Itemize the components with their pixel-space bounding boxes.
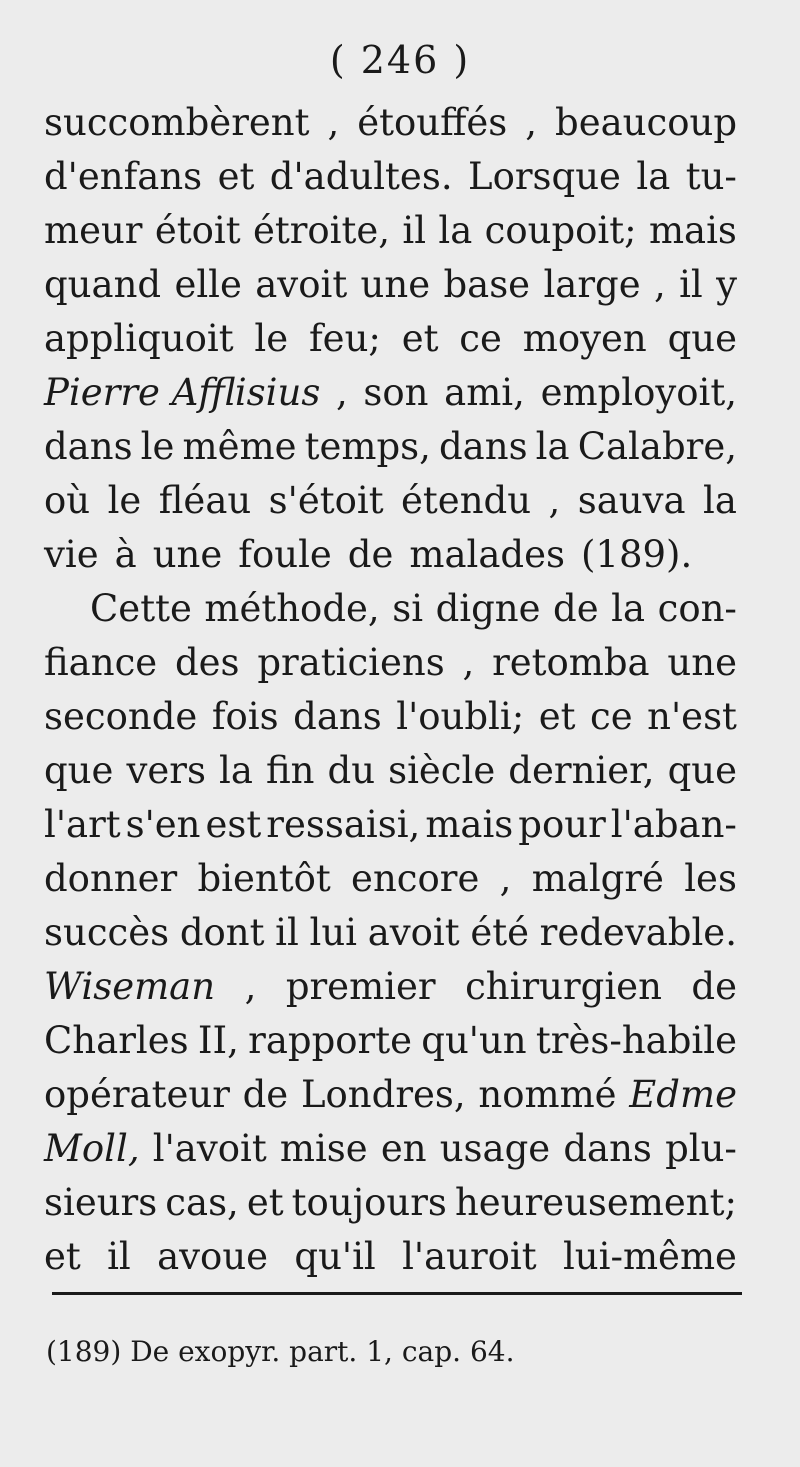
word: même (182, 425, 297, 468)
word: ce (590, 695, 633, 738)
word: que (667, 317, 737, 360)
word: du (327, 749, 376, 792)
word: avoue (157, 1235, 269, 1278)
word: encore (351, 857, 480, 900)
footnote-rule (52, 1292, 742, 1295)
text-line-14 (44, 798, 737, 852)
word: , (525, 101, 538, 144)
word: avoit (367, 911, 460, 954)
word: heureusement; (454, 1181, 737, 1224)
word: dans (44, 425, 133, 468)
word: la (636, 155, 671, 198)
word: si (392, 587, 424, 630)
word: l'art (44, 803, 121, 846)
word: en (380, 1127, 427, 1170)
word: temps, (304, 425, 431, 468)
word: l'oubli; (396, 695, 525, 738)
word: II, (197, 1019, 239, 1062)
word: , (653, 263, 666, 306)
text-line-18 (44, 1014, 737, 1068)
word: Charles (44, 1019, 189, 1062)
word: il (402, 209, 427, 252)
text-line-5 (44, 312, 737, 366)
word: fois (211, 695, 279, 738)
word: et (538, 695, 576, 738)
word: la (703, 479, 737, 522)
word: très-habile (535, 1019, 737, 1062)
word: et (401, 317, 439, 360)
word: dernier, (508, 749, 655, 792)
word: opérateur (44, 1073, 230, 1116)
word: feu; (308, 317, 381, 360)
word: sauva (577, 479, 686, 522)
word: con- (657, 587, 737, 630)
word: foule (238, 533, 332, 576)
word: elle (174, 263, 242, 306)
word: la (438, 209, 473, 252)
word: la (535, 425, 570, 468)
word: tu- (685, 155, 737, 198)
person-name: Pierre Afflisius (44, 371, 321, 414)
word: nommé (478, 1073, 617, 1116)
word: une (152, 533, 223, 576)
word: succès (44, 911, 170, 954)
word: redevable. (539, 911, 737, 954)
word: premier (285, 965, 436, 1008)
word: les (684, 857, 737, 900)
word: malgré (531, 857, 664, 900)
word: , (462, 641, 475, 684)
word: bientôt (197, 857, 331, 900)
word: chirurgien (465, 965, 662, 1008)
word: s'étoit (268, 479, 384, 522)
text-line-1 (44, 96, 737, 150)
word: ami, (444, 371, 525, 414)
word: appliquoit (44, 317, 234, 360)
word: de (242, 1073, 289, 1116)
text-line-12 (44, 690, 737, 744)
word: sieurs (44, 1181, 158, 1224)
word: employoit, (540, 371, 737, 414)
word: malades (409, 533, 565, 576)
word: et (217, 155, 255, 198)
word: dans (293, 695, 382, 738)
text-line-17 (44, 960, 737, 1014)
text-line-3 (44, 204, 737, 258)
word: beaucoup (555, 101, 737, 144)
word: que (667, 749, 737, 792)
word: étroite, (252, 209, 391, 252)
word: fléau (158, 479, 252, 522)
word: à (114, 533, 137, 576)
word: lui-même (562, 1235, 737, 1278)
word: lui (309, 911, 358, 954)
word: et (246, 1181, 284, 1224)
text-line-22 (44, 1230, 737, 1284)
word: vie (44, 533, 99, 576)
word: que (44, 749, 114, 792)
word: toujours (291, 1181, 447, 1224)
word: dans (563, 1127, 652, 1170)
text-line-7 (44, 420, 737, 474)
word: base (443, 263, 531, 306)
word: avoit (255, 263, 348, 306)
word: d'enfans (44, 155, 203, 198)
word: , (244, 965, 257, 1008)
text-line-2 (44, 150, 737, 204)
word: vers (126, 749, 206, 792)
person-name: Moll, (44, 1127, 140, 1170)
word: coupoit; (484, 209, 637, 252)
word: Cette (90, 587, 192, 630)
word: retomba (492, 641, 650, 684)
word: l'aban- (610, 803, 737, 846)
person-name: Wiseman (44, 965, 216, 1008)
word: Calabre, (577, 425, 737, 468)
word: siècle (388, 749, 496, 792)
word: la (611, 587, 646, 630)
footnote-reference: (189). (581, 533, 693, 576)
word: large (543, 263, 641, 306)
word: usage (439, 1127, 551, 1170)
word: d'adultes. (269, 155, 453, 198)
word: moyen (522, 317, 647, 360)
word: qu'un (421, 1019, 527, 1062)
word: méthode, (204, 587, 380, 630)
word: de (553, 587, 599, 630)
text-line-15 (44, 852, 737, 906)
word: dans (439, 425, 528, 468)
text-line-16 (44, 906, 737, 960)
word: y (716, 263, 737, 306)
word: étouffés (357, 101, 508, 144)
word: et (44, 1235, 81, 1278)
word: il (679, 263, 703, 306)
text-line-4 (44, 258, 737, 312)
word: quand (44, 263, 162, 306)
word: plu- (665, 1127, 737, 1170)
word: est (205, 803, 262, 846)
word: il (275, 911, 299, 954)
word: dont (179, 911, 265, 954)
word: digne (435, 587, 541, 630)
word: mise (279, 1127, 368, 1170)
text-line-10 (44, 582, 737, 636)
word: donner (44, 857, 178, 900)
text-line-20 (44, 1122, 737, 1176)
word: l'avoit (152, 1127, 267, 1170)
word: étoit (154, 209, 241, 252)
word: cas, (165, 1181, 239, 1224)
word: étendu (401, 479, 532, 522)
word: fin (265, 749, 315, 792)
word: n'est (647, 695, 737, 738)
text-line-19 (44, 1068, 737, 1122)
word: seconde (44, 695, 198, 738)
word: praticiens (257, 641, 445, 684)
word: fiance (44, 641, 158, 684)
word: une (667, 641, 737, 684)
word: le (254, 317, 289, 360)
word: Lorsque (468, 155, 621, 198)
word: pour (518, 803, 606, 846)
word: , (548, 479, 561, 522)
word: s'en (125, 803, 201, 846)
word: été (470, 911, 529, 954)
text-line-9 (44, 528, 737, 582)
word: , (499, 857, 512, 900)
word: de (347, 533, 394, 576)
word: Londres, (300, 1073, 466, 1116)
word: une (360, 263, 431, 306)
footnote: (189) De exopyr. part. 1, cap. 64. (46, 1335, 515, 1368)
text-line-13 (44, 744, 737, 798)
person-name: Edme (629, 1073, 737, 1116)
word: le (140, 425, 175, 468)
word: le (107, 479, 142, 522)
text-line-8 (44, 474, 737, 528)
word: ce (459, 317, 502, 360)
word: de (691, 965, 737, 1008)
word: rapporte (248, 1019, 412, 1062)
word: la (219, 749, 253, 792)
word: mais (648, 209, 737, 252)
word: , (335, 371, 348, 414)
word: ressaisi, (266, 803, 421, 846)
word: l'auroit (402, 1235, 537, 1278)
page-number: ( 246 ) (329, 38, 471, 82)
word: succombèrent (44, 101, 310, 144)
text-line-6 (44, 366, 737, 420)
text-line-11 (44, 636, 737, 690)
word: des (174, 641, 240, 684)
word: qu'il (294, 1235, 376, 1278)
word: il (107, 1235, 131, 1278)
word: meur (44, 209, 143, 252)
word: son (363, 371, 429, 414)
word: , (327, 101, 340, 144)
word: mais (425, 803, 514, 846)
word: où (44, 479, 91, 522)
text-line-21 (44, 1176, 737, 1230)
